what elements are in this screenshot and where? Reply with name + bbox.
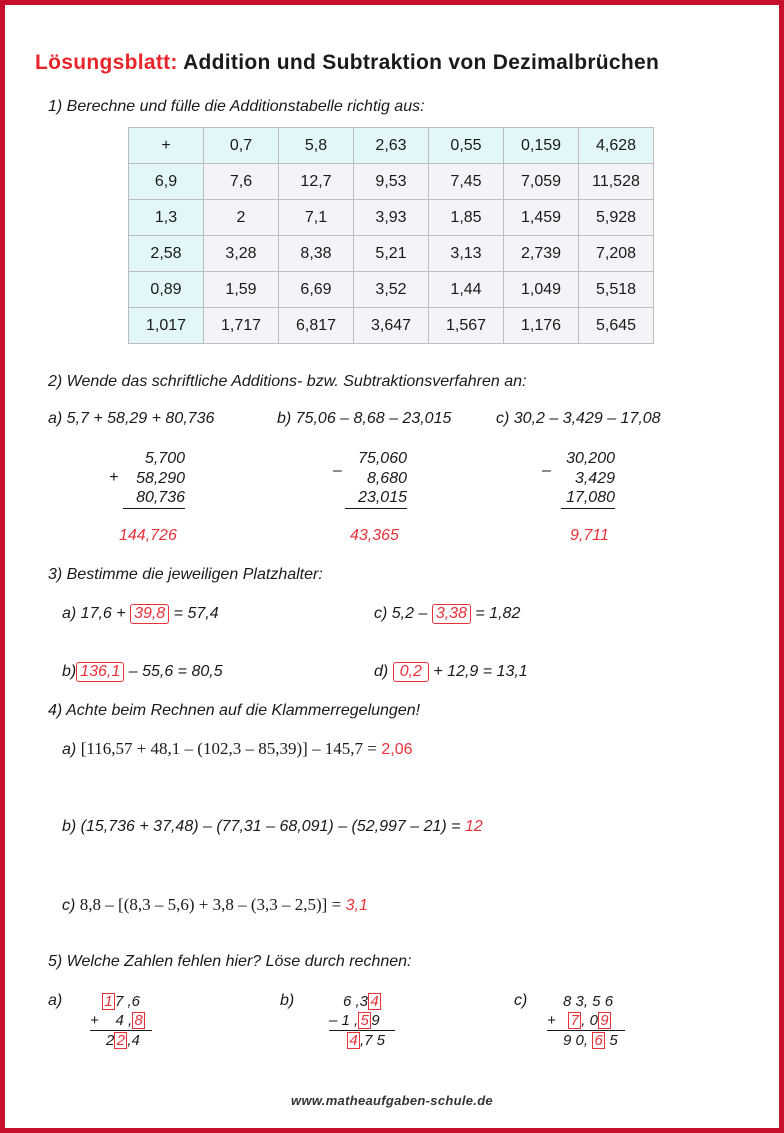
- table-cell: 5,21: [354, 236, 429, 272]
- task2c-operator: –: [542, 462, 551, 479]
- task5-heading: 5) Welche Zahlen fehlen hier? Löse durch rechnen:: [48, 953, 412, 970]
- table-cell: 1,717: [204, 308, 279, 344]
- table-cell: 3,93: [354, 200, 429, 236]
- task2-heading: 2) Wende das schriftliche Additions- bzw. Subtraktionsverfahren an:: [48, 373, 527, 390]
- task3c: c) 5,2 – 3,38 = 1,82: [374, 605, 521, 622]
- task3b: b) 136,1 – 55,6 = 80,5: [62, 663, 223, 680]
- table-cell: 1,049: [504, 272, 579, 308]
- table-cell: 7,6: [204, 164, 279, 200]
- table-cell: 3,52: [354, 272, 429, 308]
- task1-heading: 1) Berechne und fülle die Additionstabelle richtig aus:: [48, 98, 425, 115]
- answer-box: 3,38: [432, 604, 471, 624]
- table-cell: 1,176: [504, 308, 579, 344]
- table-cell: 6,817: [279, 308, 354, 344]
- task2b-operator: –: [333, 462, 342, 479]
- table-cell: 1,3: [129, 200, 204, 236]
- task2b-label: b) 75,06 – 8,68 – 23,015: [277, 410, 452, 427]
- table-cell: 8,38: [279, 236, 354, 272]
- table-cell: 0,7: [204, 128, 279, 164]
- answer-box: 0,2: [393, 662, 429, 682]
- table-cell: 7,45: [429, 164, 504, 200]
- table-cell: 2,63: [354, 128, 429, 164]
- table-row: [129, 272, 654, 308]
- table-cell: 11,528: [579, 164, 654, 200]
- table-cell: 1,567: [429, 308, 504, 344]
- task2a-calc: 5,700 58,290 80,736: [123, 449, 185, 509]
- table-cell: 7,1: [279, 200, 354, 236]
- table-cell: 7,208: [579, 236, 654, 272]
- table-cell: 5,518: [579, 272, 654, 308]
- answer-box: 136,1: [76, 662, 124, 682]
- table-cell: 1,017: [129, 308, 204, 344]
- task4a: a) [116,57 + 48,1 – (102,3 – 85,39)] – 145,7 = 2,06: [62, 739, 413, 758]
- table-cell: 3,13: [429, 236, 504, 272]
- task3a: a) 17,6 + 39,8 = 57,4: [62, 605, 219, 622]
- task5a-calc: 1 7 ,6 + 4 , 8 2 2 ,4: [102, 992, 152, 1050]
- task2c-label: c) 30,2 – 3,429 – 17,08: [496, 410, 661, 427]
- task2a-result: 144,726: [119, 527, 177, 544]
- task2b-calc: 75,060 8,680 23,015: [345, 449, 407, 509]
- table-cell: 0,55: [429, 128, 504, 164]
- table-cell: 1,85: [429, 200, 504, 236]
- table-cell: 3,28: [204, 236, 279, 272]
- table-cell: 2,739: [504, 236, 579, 272]
- task2a-label: a) 5,7 + 58,29 + 80,736: [48, 410, 215, 427]
- page-title: Lösungsblatt: Addition und Subtraktion von Dezimalbrüchen: [35, 51, 660, 74]
- task5c-calc: 8 3, 5 6 + 7 , 0 9 9 0, 6 5: [563, 992, 625, 1050]
- table-cell: 2: [204, 200, 279, 236]
- table-row: [129, 236, 654, 272]
- table-cell: 5,8: [279, 128, 354, 164]
- table-cell: 1,459: [504, 200, 579, 236]
- table-cell: 1,44: [429, 272, 504, 308]
- task3d: d) 0,2 + 12,9 = 13,1: [374, 663, 528, 680]
- table-row: [129, 164, 654, 200]
- table-cell: 5,928: [579, 200, 654, 236]
- task2b-result: 43,365: [350, 527, 399, 544]
- footer-url: www.matheaufgaben-schule.de: [291, 1093, 493, 1108]
- table-cell: 2,58: [129, 236, 204, 272]
- task5b-label: b): [280, 992, 295, 1009]
- task5b-calc: 6 ,3 4 – 1 , 5 9 4 ,7 5: [343, 992, 395, 1050]
- table-row: [129, 200, 654, 236]
- table-cell: 0,159: [504, 128, 579, 164]
- task3-heading: 3) Bestimme die jeweiligen Platzhalter:: [48, 566, 323, 583]
- task2a-operator: +: [109, 469, 119, 486]
- table-cell: +: [129, 128, 204, 164]
- task4-heading: 4) Achte beim Rechnen auf die Klammerregelungen!: [48, 702, 421, 719]
- table-cell: 9,53: [354, 164, 429, 200]
- table-row: [129, 308, 654, 344]
- table-cell: 4,628: [579, 128, 654, 164]
- task4c: c) 8,8 – [(8,3 – 5,6) + 3,8 – (3,3 – 2,5)] = 3,1: [62, 895, 368, 914]
- table-cell: 3,647: [354, 308, 429, 344]
- table-cell: 5,645: [579, 308, 654, 344]
- task2c-calc: 30,200 3,429 17,080: [561, 449, 615, 509]
- task5c-label: c): [514, 992, 528, 1009]
- table-cell: 1,59: [204, 272, 279, 308]
- task2c-result: 9,711: [570, 527, 609, 544]
- task5a-label: a): [48, 992, 63, 1009]
- table-cell: 0,89: [129, 272, 204, 308]
- table-cell: 6,9: [129, 164, 204, 200]
- table-header-row: [129, 128, 654, 164]
- addition-table: [128, 127, 654, 344]
- table-cell: 12,7: [279, 164, 354, 200]
- table-cell: 7,059: [504, 164, 579, 200]
- answer-box: 39,8: [130, 604, 169, 624]
- task4b: b) (15,736 + 37,48) – (77,31 – 68,091) – (52,997 – 21) = 12: [62, 818, 483, 835]
- table-cell: 6,69: [279, 272, 354, 308]
